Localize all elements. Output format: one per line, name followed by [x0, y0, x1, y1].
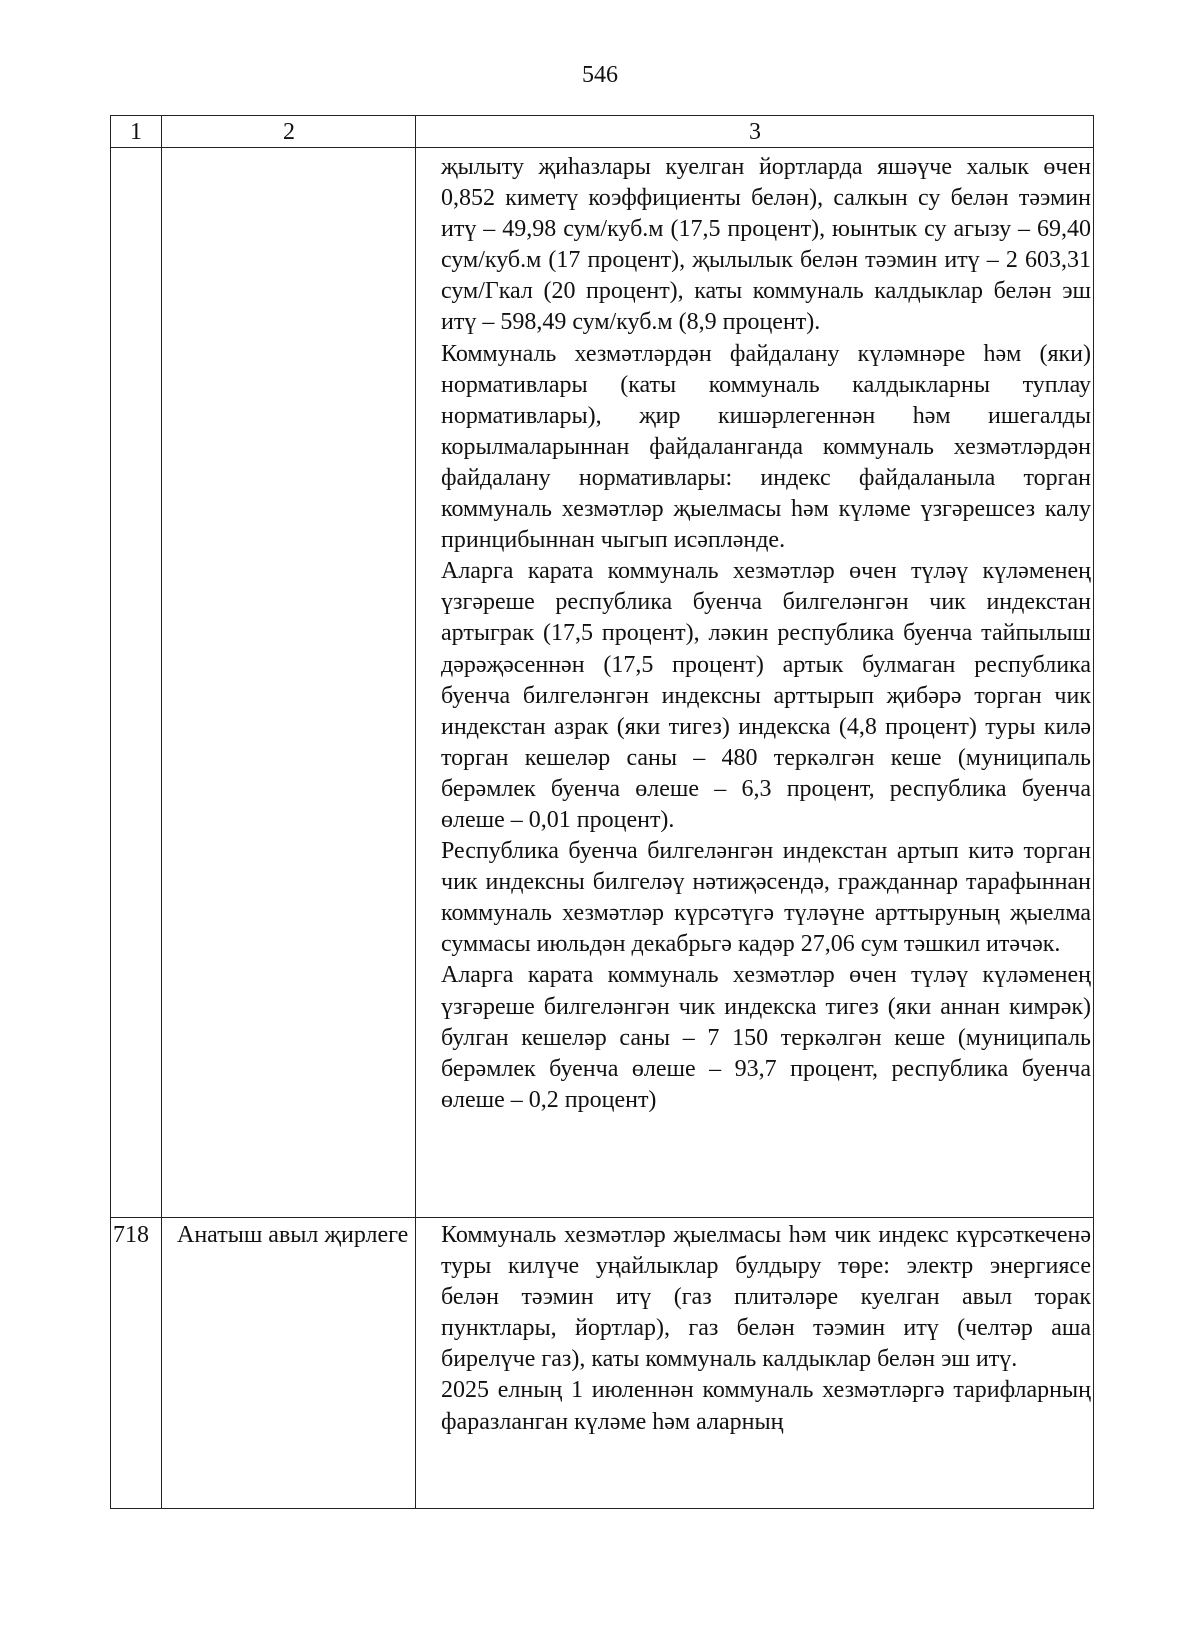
column-header-3: 3: [749, 119, 761, 145]
settlement-name: Анатыш авыл җирлеге: [177, 1222, 409, 1248]
row-718-content: [441, 1220, 1091, 1438]
paragraph: Коммуналь хезмәтләрдән файдалану күләмнәре һәм (яки) нормативлары (каты коммуналь калдыкларны туплау нормативлары), җир кишәрлегеннән һәм ишегалды корылмаларыннан файдаланганда коммуналь хезмәтләрдән файдалану нормативлары: индекс файдаланыла торган коммуналь хезмәтләр җыелмасы һәм күләме үзгәрешсез калу принцибыннан чыгып исәпләнде.: [441, 340, 1091, 554]
continued-row-content: [441, 152, 1091, 1116]
column-header-2: 2: [283, 119, 295, 145]
column-divider: [415, 116, 416, 1508]
paragraph: Республика буенча билгеләнгән индекстан артып китә торган чик индексны билгеләү нәтиҗәсендә, гражданнар тарафыннан коммуналь хезмәтләр күрсәтүгә түләүне арттыруның җыелма суммасы июльдән декабрьгә кадәр 27,06 сум тәшкил итәчәк.: [441, 838, 1091, 958]
paragraph: 2025 елның 1 июленнән коммуналь хезмәтләргә тарифларның фаразланган күләме һәм аларның: [441, 1377, 1091, 1435]
tariff-table: [110, 115, 1094, 1509]
paragraph: Коммуналь хезмәтләр җыелмасы һәм чик индекс күрсәткеченә туры килүче уңайлыклар булдыру төре: электр энергиясе белән тәэмин итү (газ плитәләре куелган авыл торак пунктлары, йортлар), газ белән тәэмин итү (челтәр аша бирелүче газ), каты коммуналь калдыклар белән эш итү.: [441, 1222, 1091, 1373]
header-divider: [111, 147, 1093, 148]
row-number: 718: [113, 1222, 149, 1248]
row-divider: [111, 1217, 1093, 1218]
page-number: 546: [582, 62, 618, 88]
column-divider: [161, 116, 162, 1508]
paragraph: җылыту җиһазлары куелган йортларда яшәүче халык өчен 0,852 киметү коэффициенты белән), салкын су белән тәэмин итү – 49,98 сум/куб.м (17,5 процент), юынтык су агызу – 69,40 сум/куб.м (17 процент), җылылык белән тәэмин итү – 2 603,31 сум/Гкал (20 процент), каты коммуналь калдыклар белән эш итү – 598,49 сум/куб.м (8,9 процент).: [441, 154, 1091, 336]
column-header-1: 1: [130, 119, 142, 145]
paragraph: Аларга карата коммуналь хезмәтләр өчен түләү күләменең үзгәреше республика буенча билгеләнгән чик индекстан артыграк (17,5 процент), ләкин республика буенча тайпылыш дәрәҗәсеннән (17,5 процент) артык булмаган республика буенча билгеләнгән индексны арттырып җибәрә торган чик индекстан азрак (яки тигез) индекска (4,8 процент) туры килә торган кешеләр саны – 480 теркәлгән кеше (муниципаль берәмлек буенча өлеше – 6,3 процент, республика буенча өлеше – 0,01 процент).: [441, 558, 1091, 833]
paragraph: Аларга карата коммуналь хезмәтләр өчен түләү күләменең үзгәреше билгеләнгән чик индекска тигез (яки аннан кимрәк) булган кешеләр саны – 7 150 теркәлгән кеше (муниципаль берәмлек буенча өлеше – 93,7 процент, республика буенча өлеше – 0,2 процент): [441, 962, 1091, 1113]
